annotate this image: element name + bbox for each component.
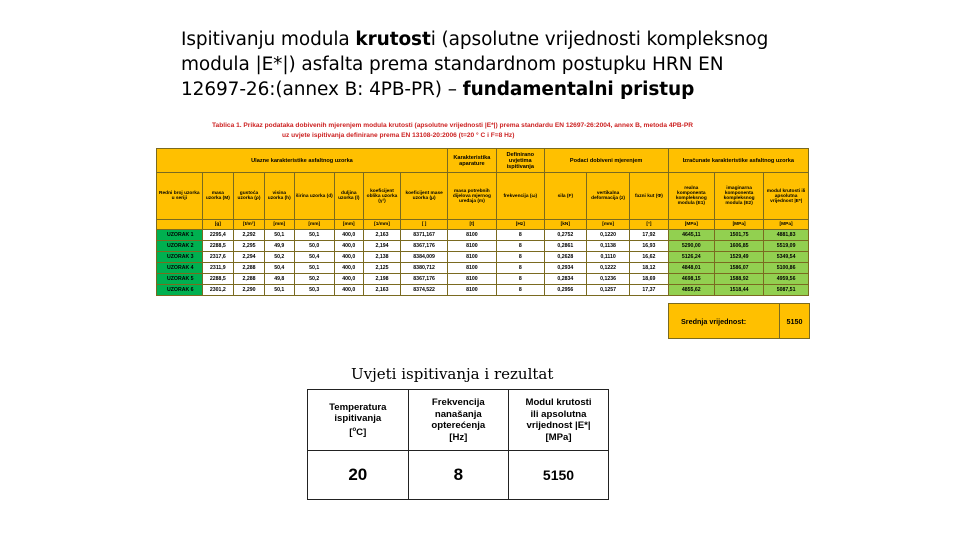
unit-cell: [157, 220, 203, 230]
table-cell: 2,163: [363, 285, 401, 296]
table-cell: 1518,44: [715, 285, 764, 296]
unit-cell: [t/m³]: [234, 220, 265, 230]
table-cell: 5100,86: [764, 263, 809, 274]
average-value: 5150: [779, 304, 809, 338]
frequency-value: 8: [408, 451, 508, 500]
table-cell: 1529,49: [715, 252, 764, 263]
average-label: Srednja vrijednost:: [681, 316, 747, 326]
group-header: Karakteristika aparature: [447, 149, 496, 173]
unit-cell: [kN]: [544, 220, 586, 230]
group-header: Podaci dobiveni mjerenjem: [544, 149, 668, 173]
table-body: [157, 230, 809, 296]
table-cell: 8100: [447, 263, 496, 274]
table-units-row: [157, 220, 809, 230]
table-cell: 50,2: [294, 274, 334, 285]
table-cell: 8: [496, 274, 544, 285]
table-header-row: [157, 173, 809, 220]
table-cell: 18,69: [630, 274, 668, 285]
table-cell: 2288,5: [202, 241, 233, 252]
table-cell: 5519,09: [764, 241, 809, 252]
table-cell: 8: [496, 230, 544, 241]
unit-cell: [mm]: [264, 220, 294, 230]
table-cell: 49,9: [264, 241, 294, 252]
table-row: [157, 230, 809, 241]
temperature-header: [308, 390, 409, 451]
table-cell: 400,0: [334, 274, 363, 285]
table-cell: 8374,522: [401, 285, 448, 296]
table-cell: 0,2861: [544, 241, 586, 252]
column-header: gustoća uzorka (ρ): [234, 173, 265, 220]
unit-cell: [°]: [630, 220, 668, 230]
column-header: koeficijent oblika uzorka (γ¹): [363, 173, 401, 220]
heading-text-3: i (apsolutne vrijednosti kompleksnog modula |E*|) asfalta prema standardnom postupku HRN EN 12697-26:(annex B: 4PB-PR) –: [181, 29, 769, 100]
table-cell: 8: [496, 263, 544, 274]
column-header: fazni kut (Φ): [630, 173, 668, 220]
table-cell: 400,0: [334, 241, 363, 252]
table-cell: 400,0: [334, 252, 363, 263]
table-cell: 400,0: [334, 263, 363, 274]
slide-heading: [181, 27, 781, 102]
group-header: Izračunate karakteristike asfaltnog uzorka: [668, 149, 808, 173]
table-cell: 50,1: [294, 230, 334, 241]
table-cell: 0,1110: [586, 252, 629, 263]
column-header: visina uzorka (h): [264, 173, 294, 220]
results-table: [307, 389, 609, 500]
table-cell: 4881,83: [764, 230, 809, 241]
unit-cell: [mm]: [334, 220, 363, 230]
table-cell: 4959,56: [764, 274, 809, 285]
header-line: [MPa]: [545, 431, 572, 443]
table-cell: 50,4: [264, 263, 294, 274]
table-cell: 18,12: [630, 263, 668, 274]
table-cell: 0,2752: [544, 230, 586, 241]
table-cell: 2,295: [234, 241, 265, 252]
table-cell: 2,194: [363, 241, 401, 252]
table-row: [157, 274, 809, 285]
table-cell: 2,198: [363, 274, 401, 285]
table-cell: 400,0: [334, 230, 363, 241]
header-line: Frekvencija: [431, 397, 485, 408]
table-cell: 50,0: [294, 241, 334, 252]
table-cell: 4698,15: [668, 274, 714, 285]
group-header: Definirano uvjetima ispitivanja: [496, 149, 544, 173]
table-cell: 2,163: [363, 230, 401, 241]
unit-cell: [MPa]: [764, 220, 809, 230]
table-cell: 8100: [447, 252, 496, 263]
table-row: [157, 285, 809, 296]
heading-text-4: fundamentalni pristup: [462, 79, 695, 100]
header-line: vrijednost |E*|: [526, 420, 591, 431]
table-cell: 8367,176: [401, 274, 448, 285]
table-cell: 50,1: [264, 285, 294, 296]
heading-text-1: Ispitivanju modula: [181, 29, 356, 50]
table-cell: 1501,75: [715, 230, 764, 241]
group-header: Ulazne karakteristike asfaltnog uzorka: [157, 149, 448, 173]
modulus-value: 5150: [509, 451, 609, 500]
header-text: C]: [356, 426, 367, 438]
header-line: [Hz]: [449, 431, 468, 443]
modulus-header: [509, 390, 609, 451]
sample-label: UZORAK 1: [157, 230, 203, 241]
table-cell: 17,92: [630, 230, 668, 241]
column-header: frekvencija (ω): [496, 173, 544, 220]
table-cell: 2295,4: [202, 230, 233, 241]
results-header-row: [308, 390, 609, 451]
frequency-header: [408, 390, 508, 451]
table-cell: 5126,24: [668, 252, 714, 263]
temperature-value: 20: [308, 451, 409, 500]
unit-cell: [t]: [447, 220, 496, 230]
table-cell: 8: [496, 241, 544, 252]
column-header: sila (F): [544, 173, 586, 220]
table-cell: 8380,712: [401, 263, 448, 274]
column-header: masa uzorka (M): [202, 173, 233, 220]
table-cell: 2,288: [234, 274, 265, 285]
table-cell: 4645,11: [668, 230, 714, 241]
table-cell: 1606,85: [715, 241, 764, 252]
header-line: ili apsolutna: [530, 408, 587, 420]
heading-text-2: krutost: [355, 29, 431, 50]
column-header: koeficijent mase uzorka (μ): [401, 173, 448, 220]
sample-label: UZORAK 3: [157, 252, 203, 263]
table-cell: 0,1236: [586, 274, 629, 285]
table-cell: 0,1257: [586, 285, 629, 296]
stiffness-data-table: [156, 148, 809, 296]
table-cell: 0,1220: [586, 230, 629, 241]
table-cell: 50,3: [294, 285, 334, 296]
table-cell: 400,0: [334, 285, 363, 296]
table-cell: 50,4: [294, 252, 334, 263]
column-header: duljina uzorka (l): [334, 173, 363, 220]
column-header: Redni broj uzorka u seriji: [157, 173, 203, 220]
column-header: modul krutosti ili apsolutna vrijednost |E*|: [764, 173, 809, 220]
unit-cell: [Hz]: [496, 220, 544, 230]
table-caption: [212, 121, 792, 140]
table-cell: 8100: [447, 285, 496, 296]
table-cell: 8: [496, 285, 544, 296]
table-cell: 5349,54: [764, 252, 809, 263]
table-cell: 1588,92: [715, 274, 764, 285]
table-cell: 2317,6: [202, 252, 233, 263]
column-header: vertikalna deformacija (z): [586, 173, 629, 220]
table-cell: 2,125: [363, 263, 401, 274]
column-header: masa potrebnih dijelova mjernog uređaja (m): [447, 173, 496, 220]
table-cell: 50,1: [294, 263, 334, 274]
header-line: Temperatura: [329, 401, 387, 413]
table-cell: 16,62: [630, 252, 668, 263]
table-cell: 2,138: [363, 252, 401, 263]
table-cell: 0,2956: [544, 285, 586, 296]
table-row: [157, 241, 809, 252]
header-line: nanašanja: [434, 408, 482, 420]
table-cell: 2311,9: [202, 263, 233, 274]
degree-superscript: o: [352, 426, 357, 433]
table-cell: 8100: [447, 230, 496, 241]
column-header: širina uzorka (d): [294, 173, 334, 220]
table-cell: 5290,00: [668, 241, 714, 252]
table-cell: 0,1222: [586, 263, 629, 274]
table-cell: 0,2628: [544, 252, 586, 263]
table-cell: 8367,176: [401, 241, 448, 252]
unit-cell: [g]: [202, 220, 233, 230]
table-caption-line2: uz uvjete ispitivanja definirane prema EN 13108-20:2006 (t=20 ° C i F=8 Hz): [282, 131, 515, 139]
header-line: [309, 425, 407, 439]
table-cell: 8371,167: [401, 230, 448, 241]
table-cell: 49,8: [264, 274, 294, 285]
results-value-row: [308, 451, 609, 500]
table-cell: 2,290: [234, 285, 265, 296]
average-box: [668, 303, 810, 339]
table-cell: 50,2: [264, 252, 294, 263]
table-cell: 2301,2: [202, 285, 233, 296]
table-cell: 50,1: [264, 230, 294, 241]
sample-label: UZORAK 5: [157, 274, 203, 285]
column-header: imaginarna komponenta kompleksnog modula (E2): [715, 173, 764, 220]
table-cell: 16,93: [630, 241, 668, 252]
table-group-row: [157, 149, 809, 173]
header-line: opterećenja: [431, 420, 486, 431]
table-cell: 8100: [447, 241, 496, 252]
table-cell: 0,2934: [544, 263, 586, 274]
table-cell: 8: [496, 252, 544, 263]
table-cell: 4848,01: [668, 263, 714, 274]
sample-label: UZORAK 4: [157, 263, 203, 274]
table-cell: 8100: [447, 274, 496, 285]
table-cell: 2,292: [234, 230, 265, 241]
column-header: realna komponenta kompleksnog modula (E1): [668, 173, 714, 220]
table-cell: 0,2834: [544, 274, 586, 285]
header-text: [: [349, 426, 353, 438]
sample-label: UZORAK 6: [157, 285, 203, 296]
table-cell: 2,294: [234, 252, 265, 263]
table-cell: 1586,07: [715, 263, 764, 274]
unit-cell: [MPa]: [668, 220, 714, 230]
sample-label: UZORAK 2: [157, 241, 203, 252]
unit-cell: [MPa]: [715, 220, 764, 230]
results-subtitle: Uvjeti ispitivanja i rezultat: [351, 365, 554, 383]
table-cell: 8384,009: [401, 252, 448, 263]
table-cell: 17,37: [630, 285, 668, 296]
table-row: [157, 252, 809, 263]
table-cell: 5087,51: [764, 285, 809, 296]
unit-cell: [ ]: [401, 220, 448, 230]
table-cell: 2,288: [234, 263, 265, 274]
header-line: Modul krutosti: [525, 397, 592, 408]
table-cell: 4855,62: [668, 285, 714, 296]
unit-cell: [1/mm]: [363, 220, 401, 230]
table-row: [157, 263, 809, 274]
table-cell: 0,1138: [586, 241, 629, 252]
table-cell: 2288,5: [202, 274, 233, 285]
unit-cell: [mm]: [294, 220, 334, 230]
header-line: ispitivanja: [334, 413, 382, 425]
unit-cell: [mm]: [586, 220, 629, 230]
table-caption-line1: Tablica 1. Prikaz podataka dobivenih mjerenjem modula krutosti (apsolutne vrijednosti |E*|) prema standardu EN 12697-26:2004, annex B, metoda 4PB-PR: [212, 122, 694, 129]
